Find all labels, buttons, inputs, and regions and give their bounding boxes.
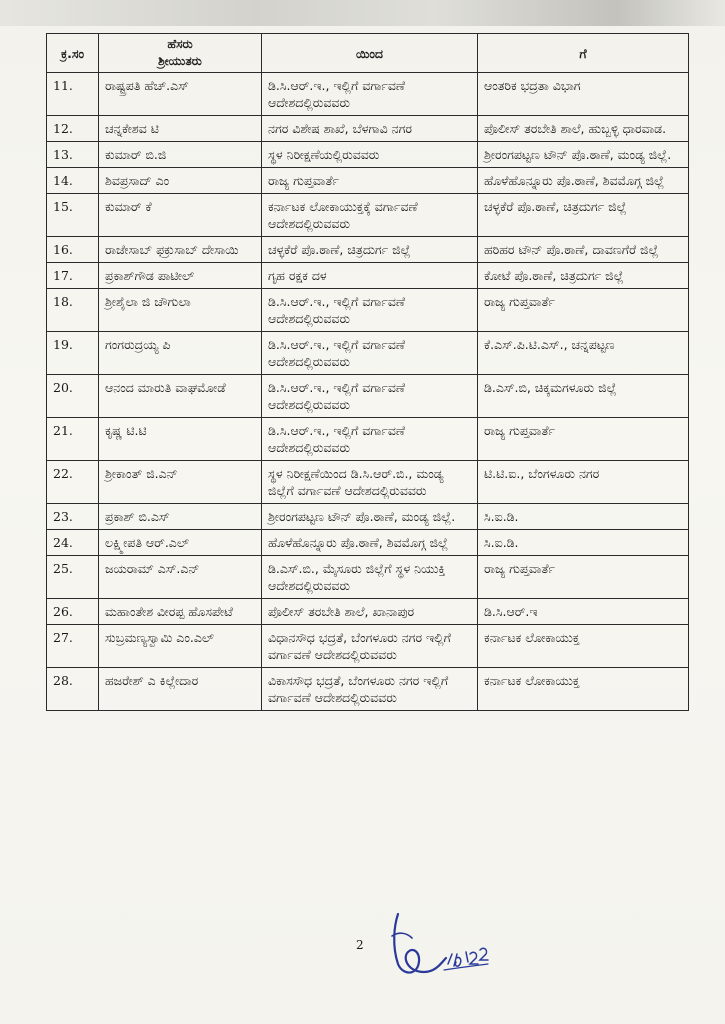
cell-name: ಕೃಷ್ಣ ಟಿ.ಟಿ (99, 418, 262, 461)
header-from: ಯಿಂದ (262, 34, 478, 73)
cell-from: ಡಿ.ಸಿ.ಆರ್.ಇ., ಇಲ್ಲಿಗೆ ವರ್ಗಾವಣೆ ಆದೇಶದಲ್ಲಿರುವವರು (262, 418, 478, 461)
cell-from: ಗೃಹ ರಕ್ಷಕ ದಳ (262, 263, 478, 289)
cell-from: ಚಳ್ಳಕೆರೆ ಪೊ.ಠಾಣೆ, ಚಿತ್ರದುರ್ಗ ಜಿಲ್ಲೆ (262, 237, 478, 263)
cell-to: ಕೋಟೆ ಪೊ.ಠಾಣೆ, ಚಿತ್ರದುರ್ಗ ಜಿಲ್ಲೆ (478, 263, 689, 289)
cell-name: ಗಂಗರುದ್ರಯ್ಯ ಪಿ (99, 332, 262, 375)
cell-serial: 24. (47, 530, 99, 556)
cell-serial: 15. (47, 194, 99, 237)
cell-name: ಕುಮಾರ್ ಕೆ (99, 194, 262, 237)
cell-to: ಡಿ.ಎಸ್.ಬಿ, ಚಿಕ್ಕಮಗಳೂರು ಜಿಲ್ಲೆ (478, 375, 689, 418)
cell-to: ರಾಜ್ಯ ಗುಪ್ತವಾರ್ತೆ (478, 418, 689, 461)
cell-serial: 23. (47, 504, 99, 530)
cell-to: ಚಳ್ಳಕೆರೆ ಪೊ.ಠಾಣೆ, ಚಿತ್ರದುರ್ಗ ಜಿಲ್ಲೆ (478, 194, 689, 237)
cell-to: ಟಿ.ಟಿ.ಐ., ಬೆಂಗಳೂರು ನಗರ (478, 461, 689, 504)
cell-to: ಕರ್ನಾಟಕ ಲೋಕಾಯುಕ್ತ (478, 668, 689, 711)
cell-from: ಕರ್ನಾಟಕ ಲೋಕಾಯುಕ್ತಕ್ಕೆ ವರ್ಗಾವಣೆ ಆದೇಶದಲ್ಲಿರುವವರು (262, 194, 478, 237)
cell-serial: 21. (47, 418, 99, 461)
cell-from: ವಿಧಾನಸೌಧ ಭದ್ರತೆ, ಬೆಂಗಳೂರು ನಗರ ಇಲ್ಲಿಗೆ ವರ್ಗಾವಣೆ ಆದೇಶದಲ್ಲಿರುವವರು (262, 625, 478, 668)
cell-to: ರಾಜ್ಯ ಗುಪ್ತವಾರ್ತೆ (478, 556, 689, 599)
cell-name: ಕುಮಾರ್ ಬಿ.ಜಿ (99, 142, 262, 168)
cell-name: ಸುಬ್ರಮಣ್ಯಸ್ವಾಮಿ ಎಂ.ಎಲ್ (99, 625, 262, 668)
cell-name: ರಾಷ್ಟ್ರಪತಿ ಹೆಚ್.ಎಸ್ (99, 73, 262, 116)
cell-name: ಶಿವಪ್ರಸಾದ್ ಎಂ (99, 168, 262, 194)
cell-name: ಹಜರೇಶ್ ಎ ಕಿಲ್ಲೇದಾರ (99, 668, 262, 711)
cell-serial: 16. (47, 237, 99, 263)
cell-to: ಆಂತರಿಕ ಭದ್ರತಾ ವಿಭಾಗ (478, 73, 689, 116)
cell-from: ನಗರ ವಿಶೇಷ ಶಾಖೆ, ಬೆಳಗಾವಿ ನಗರ (262, 116, 478, 142)
cell-name: ಪ್ರಕಾಶ್ ಬಿ.ಎಸ್ (99, 504, 262, 530)
cell-name: ಶ್ರೀಶೈಲಾ ಜಿ ಚೌಗುಲಾ (99, 289, 262, 332)
table-row (47, 375, 689, 418)
cell-serial: 17. (47, 263, 99, 289)
cell-to: ಕೆ.ಎಸ್.ಪಿ.ಟಿ.ಎಸ್., ಚನ್ನಪಟ್ಟಣ (478, 332, 689, 375)
cell-serial: 18. (47, 289, 99, 332)
table-row (47, 599, 689, 625)
cell-serial: 14. (47, 168, 99, 194)
header-name (99, 34, 262, 73)
cell-from: ಡಿ.ಸಿ.ಆರ್.ಇ., ಇಲ್ಲಿಗೆ ವರ್ಗಾವಣೆ ಆದೇಶದಲ್ಲಿರುವವರು (262, 332, 478, 375)
cell-serial: 13. (47, 142, 99, 168)
cell-name: ಜಯರಾಮ್ ಎಸ್.ಎನ್ (99, 556, 262, 599)
table-row (47, 263, 689, 289)
table-header-row (47, 34, 689, 73)
table-row (47, 556, 689, 599)
cell-serial: 19. (47, 332, 99, 375)
cell-serial: 11. (47, 73, 99, 116)
cell-to: ಡಿ.ಸಿ.ಆರ್.ಇ (478, 599, 689, 625)
cell-to: ಶ್ರೀರಂಗಪಟ್ಟಣ ಟೌನ್ ಪೊ.ಠಾಣೆ, ಮಂಡ್ಯ ಜಿಲ್ಲೆ. (478, 142, 689, 168)
cell-to: ಸಿ.ಐ.ಡಿ. (478, 530, 689, 556)
page-number: 2 (356, 938, 364, 952)
header-to: ಗೆ (478, 34, 689, 73)
cell-from: ವಿಕಾಸಸೌಧ ಭದ್ರತೆ, ಬೆಂಗಳೂರು ನಗರ ಇಲ್ಲಿಗೆ ವರ್ಗಾವಣೆ ಆದೇಶದಲ್ಲಿರುವವರು (262, 668, 478, 711)
cell-from: ಡಿ.ಎಸ್.ಬಿ., ಮೈಸೂರು ಜಿಲ್ಲೆಗೆ ಸ್ಥಳ ನಿಯುಕ್ತಿ ಆದೇಶದಲ್ಲಿರುವವರು (262, 556, 478, 599)
table-row (47, 168, 689, 194)
cell-name: ಲಕ್ಷ್ಮೀಪತಿ ಆರ್.ಎಲ್ (99, 530, 262, 556)
cell-name: ಮಹಾಂತೇಶ ವೀರಪ್ಪ ಹೊಸಪೇಟೆ (99, 599, 262, 625)
cell-to: ರಾಜ್ಯ ಗುಪ್ತವಾರ್ತೆ (478, 289, 689, 332)
cell-serial: 28. (47, 668, 99, 711)
header-serial: ಕ್ರ.ಸಂ (47, 34, 99, 73)
table-row (47, 418, 689, 461)
cell-name: ಚನ್ನಕೇಶವ ಟಿ (99, 116, 262, 142)
table-row (47, 73, 689, 116)
cell-name: ರಾಜೇಸಾಬ್ ಫಕ್ರುಸಾಬ್ ದೇಸಾಯಿ (99, 237, 262, 263)
table-row (47, 530, 689, 556)
signature-image (384, 906, 494, 986)
cell-from: ಪೊಲೀಸ್ ತರಬೇತಿ ಶಾಲೆ, ಖಾನಾಪುರ (262, 599, 478, 625)
cell-name: ಶ್ರೀಕಾಂತ್ ಜಿ.ಎನ್ (99, 461, 262, 504)
cell-serial: 22. (47, 461, 99, 504)
cell-to: ಸಿ.ಐ.ಡಿ. (478, 504, 689, 530)
cell-from: ಡಿ.ಸಿ.ಆರ್.ಇ., ಇಲ್ಲಿಗೆ ವರ್ಗಾವಣೆ ಆದೇಶದಲ್ಲಿರುವವರು (262, 289, 478, 332)
cell-from: ಹೊಳೆಹೊನ್ನೂರು ಪೊ.ಠಾಣೆ, ಶಿವಮೊಗ್ಗ ಜಿಲ್ಲೆ (262, 530, 478, 556)
table-row (47, 116, 689, 142)
cell-serial: 27. (47, 625, 99, 668)
cell-from: ಸ್ಥಳ ನಿರೀಕ್ಷಣೆಯಲ್ಲಿರುವವರು (262, 142, 478, 168)
cell-serial: 20. (47, 375, 99, 418)
cell-serial: 12. (47, 116, 99, 142)
cell-to: ಪೊಲೀಸ್ ತರಬೇತಿ ಶಾಲೆ, ಹುಬ್ಬಳ್ಳಿ ಧಾರವಾಡ. (478, 116, 689, 142)
cell-to: ಕರ್ನಾಟಕ ಲೋಕಾಯುಕ್ತ (478, 625, 689, 668)
cell-from: ಡಿ.ಸಿ.ಆರ್.ಇ., ಇಲ್ಲಿಗೆ ವರ್ಗಾವಣೆ ಆದೇಶದಲ್ಲಿರುವವರು (262, 73, 478, 116)
table-row (47, 625, 689, 668)
cell-name: ಪ್ರಕಾಶ್‌ಗೌಡ ಪಾಟೀಲ್ (99, 263, 262, 289)
table-row (47, 461, 689, 504)
table-row (47, 142, 689, 168)
table-row (47, 289, 689, 332)
cell-from: ಸ್ಥಳ ನಿರೀಕ್ಷಣೆಯಿಂದ ಡಿ.ಸಿ.ಆರ್.ಬಿ., ಮಂಡ್ಯ ಜಿಲ್ಲೆಗೆ ವರ್ಗಾವಣೆ ಆದೇಶದಲ್ಲಿರುವವರು (262, 461, 478, 504)
table-row (47, 194, 689, 237)
table-row (47, 668, 689, 711)
header-name-line1: ಹೆಸರು (167, 37, 193, 51)
table-row (47, 332, 689, 375)
cell-to: ಹರಿಹರ ಟೌನ್ ಪೊ.ಠಾಣೆ, ದಾವಣಗೆರೆ ಜಿಲ್ಲೆ (478, 237, 689, 263)
cell-from: ಶ್ರೀರಂಗಪಟ್ಟಣ ಟೌನ್ ಪೊ.ಠಾಣೆ, ಮಂಡ್ಯ ಜಿಲ್ಲೆ. (262, 504, 478, 530)
cell-serial: 26. (47, 599, 99, 625)
transfer-table (46, 33, 689, 711)
header-name-line2: ಶ್ರೀಯುತರು (158, 54, 202, 68)
cell-name: ಆನಂದ ಮಾರುತಿ ವಾಘಮೋಡೆ (99, 375, 262, 418)
table-row (47, 237, 689, 263)
cell-serial: 25. (47, 556, 99, 599)
cell-from: ರಾಜ್ಯ ಗುಪ್ತವಾರ್ತೆ (262, 168, 478, 194)
cell-to: ಹೊಳೆಹೊನ್ನೂರು ಪೊ.ಠಾಣೆ, ಶಿವಮೊಗ್ಗ ಜಿಲ್ಲೆ (478, 168, 689, 194)
table-row (47, 504, 689, 530)
scan-edge (0, 0, 725, 26)
cell-from: ಡಿ.ಸಿ.ಆರ್.ಇ., ಇಲ್ಲಿಗೆ ವರ್ಗಾವಣೆ ಆದೇಶದಲ್ಲಿರುವವರು (262, 375, 478, 418)
